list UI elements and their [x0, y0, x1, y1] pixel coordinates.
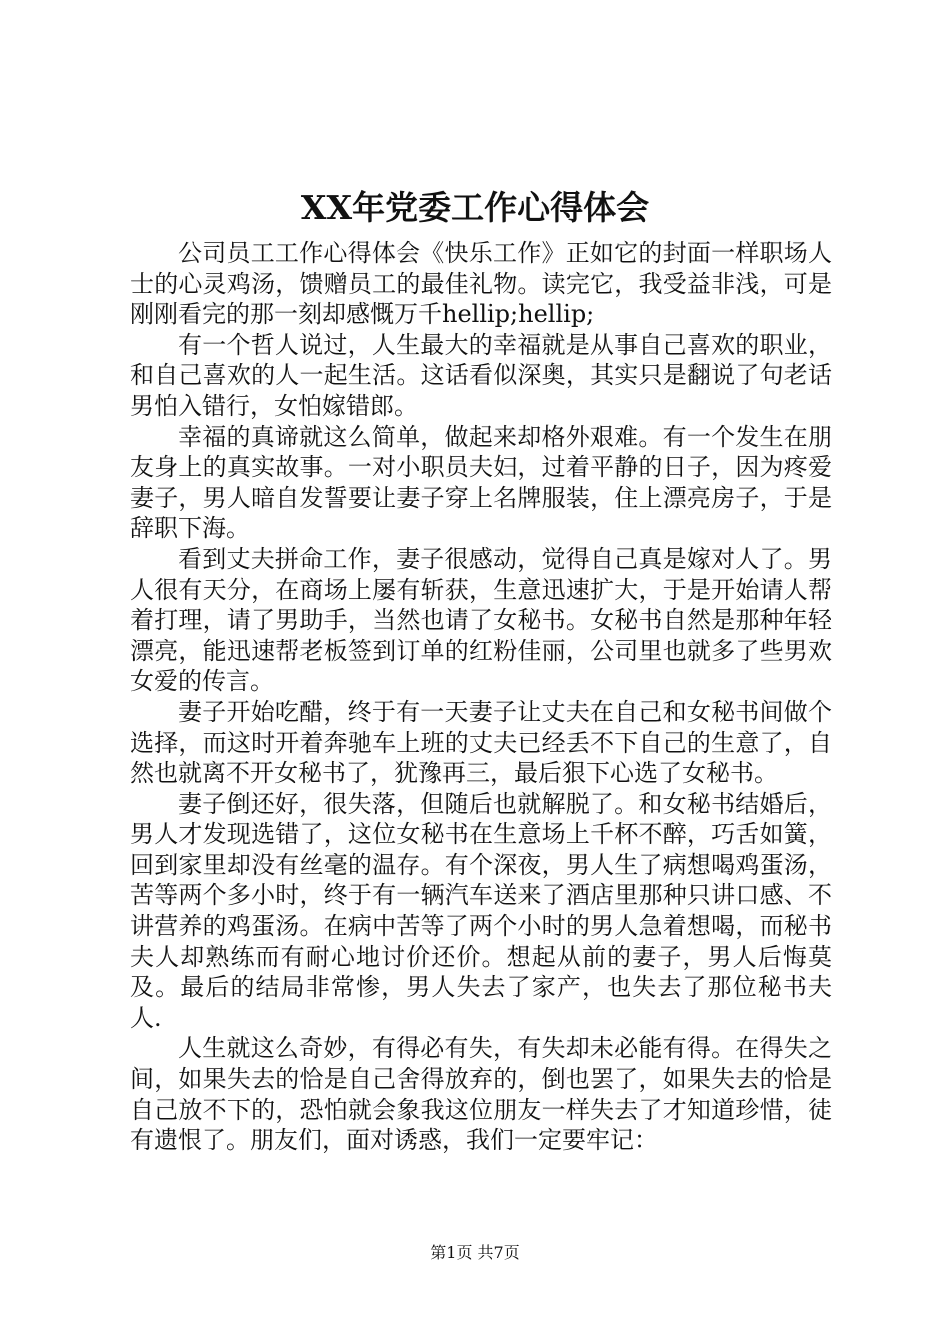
- paragraph: 妻子开始吃醋，终于有一天妻子让丈夫在自己和女秘书间做个选择，而这时开着奔驰车上班的丈夫已经丢不下自己的生意了，自然也就离不开女秘书了，犹豫再三，最后狠下心选了女秘书。: [130, 697, 832, 788]
- document-body: [130, 238, 832, 1156]
- paragraph: 看到丈夫拼命工作，妻子很感动，觉得自己真是嫁对人了。男人很有天分，在商场上屡有斩获，生意迅速扩大，于是开始请人帮着打理，请了男助手，当然也请了女秘书。女秘书自然是那种年轻漂亮，能迅速帮老板签到订单的红粉佳丽，公司里也就多了些男欢女爱的传言。: [130, 544, 832, 696]
- page-footer: [0, 1241, 950, 1265]
- page-indicator: 第1页 共7页: [430, 1243, 520, 1262]
- document-title: XX年党委工作心得体会: [300, 188, 650, 227]
- paragraph: 妻子倒还好，很失落，但随后也就解脱了。和女秘书结婚后，男人才发现选错了，这位女秘书在生意场上千杯不醉，巧舌如簧，回到家里却没有丝毫的温存。有个深夜，男人生了病想喝鸡蛋汤，苦等两个多小时，终于有一辆汽车送来了酒店里那种只讲口感、不讲营养的鸡蛋汤。在病中苦等了两个小时的男人急着想喝，而秘书夫人却熟练而有耐心地讨价还价。想起从前的妻子，男人后悔莫及。最后的结局非常惨，男人失去了家产，也失去了那位秘书夫人.: [130, 789, 832, 1032]
- paragraph: 有一个哲人说过，人生最大的幸福就是从事自己喜欢的职业，和自己喜欢的人一起生活。这话看似深奥，其实只是翻说了句老话男怕入错行，女怕嫁错郎。: [130, 330, 832, 420]
- paragraph: 幸福的真谛就这么简单，做起来却格外艰难。有一个发生在朋友身上的真实故事。一对小职员夫妇，过着平静的日子，因为疼爱妻子，男人暗自发誓要让妻子穿上名牌服装，住上漂亮房子，于是辞职下海。: [130, 422, 832, 543]
- paragraph: 人生就这么奇妙，有得必有失，有失却未必能有得。在得失之间，如果失去的恰是自己舍得放弃的，倒也罢了，如果失去的恰是自己放不下的，恐怕就会象我这位朋友一样失去了才知道珍惜，徒有遗恨了。朋友们，面对诱惑，我们一定要牢记：: [130, 1034, 832, 1155]
- paragraph: 公司员工工作心得体会《快乐工作》正如它的封面一样职场人士的心灵鸡汤，馈赠员工的最佳礼物。读完它，我受益非浅，可是刚刚看完的那一刻却感慨万千hellip;hellip;: [130, 239, 832, 329]
